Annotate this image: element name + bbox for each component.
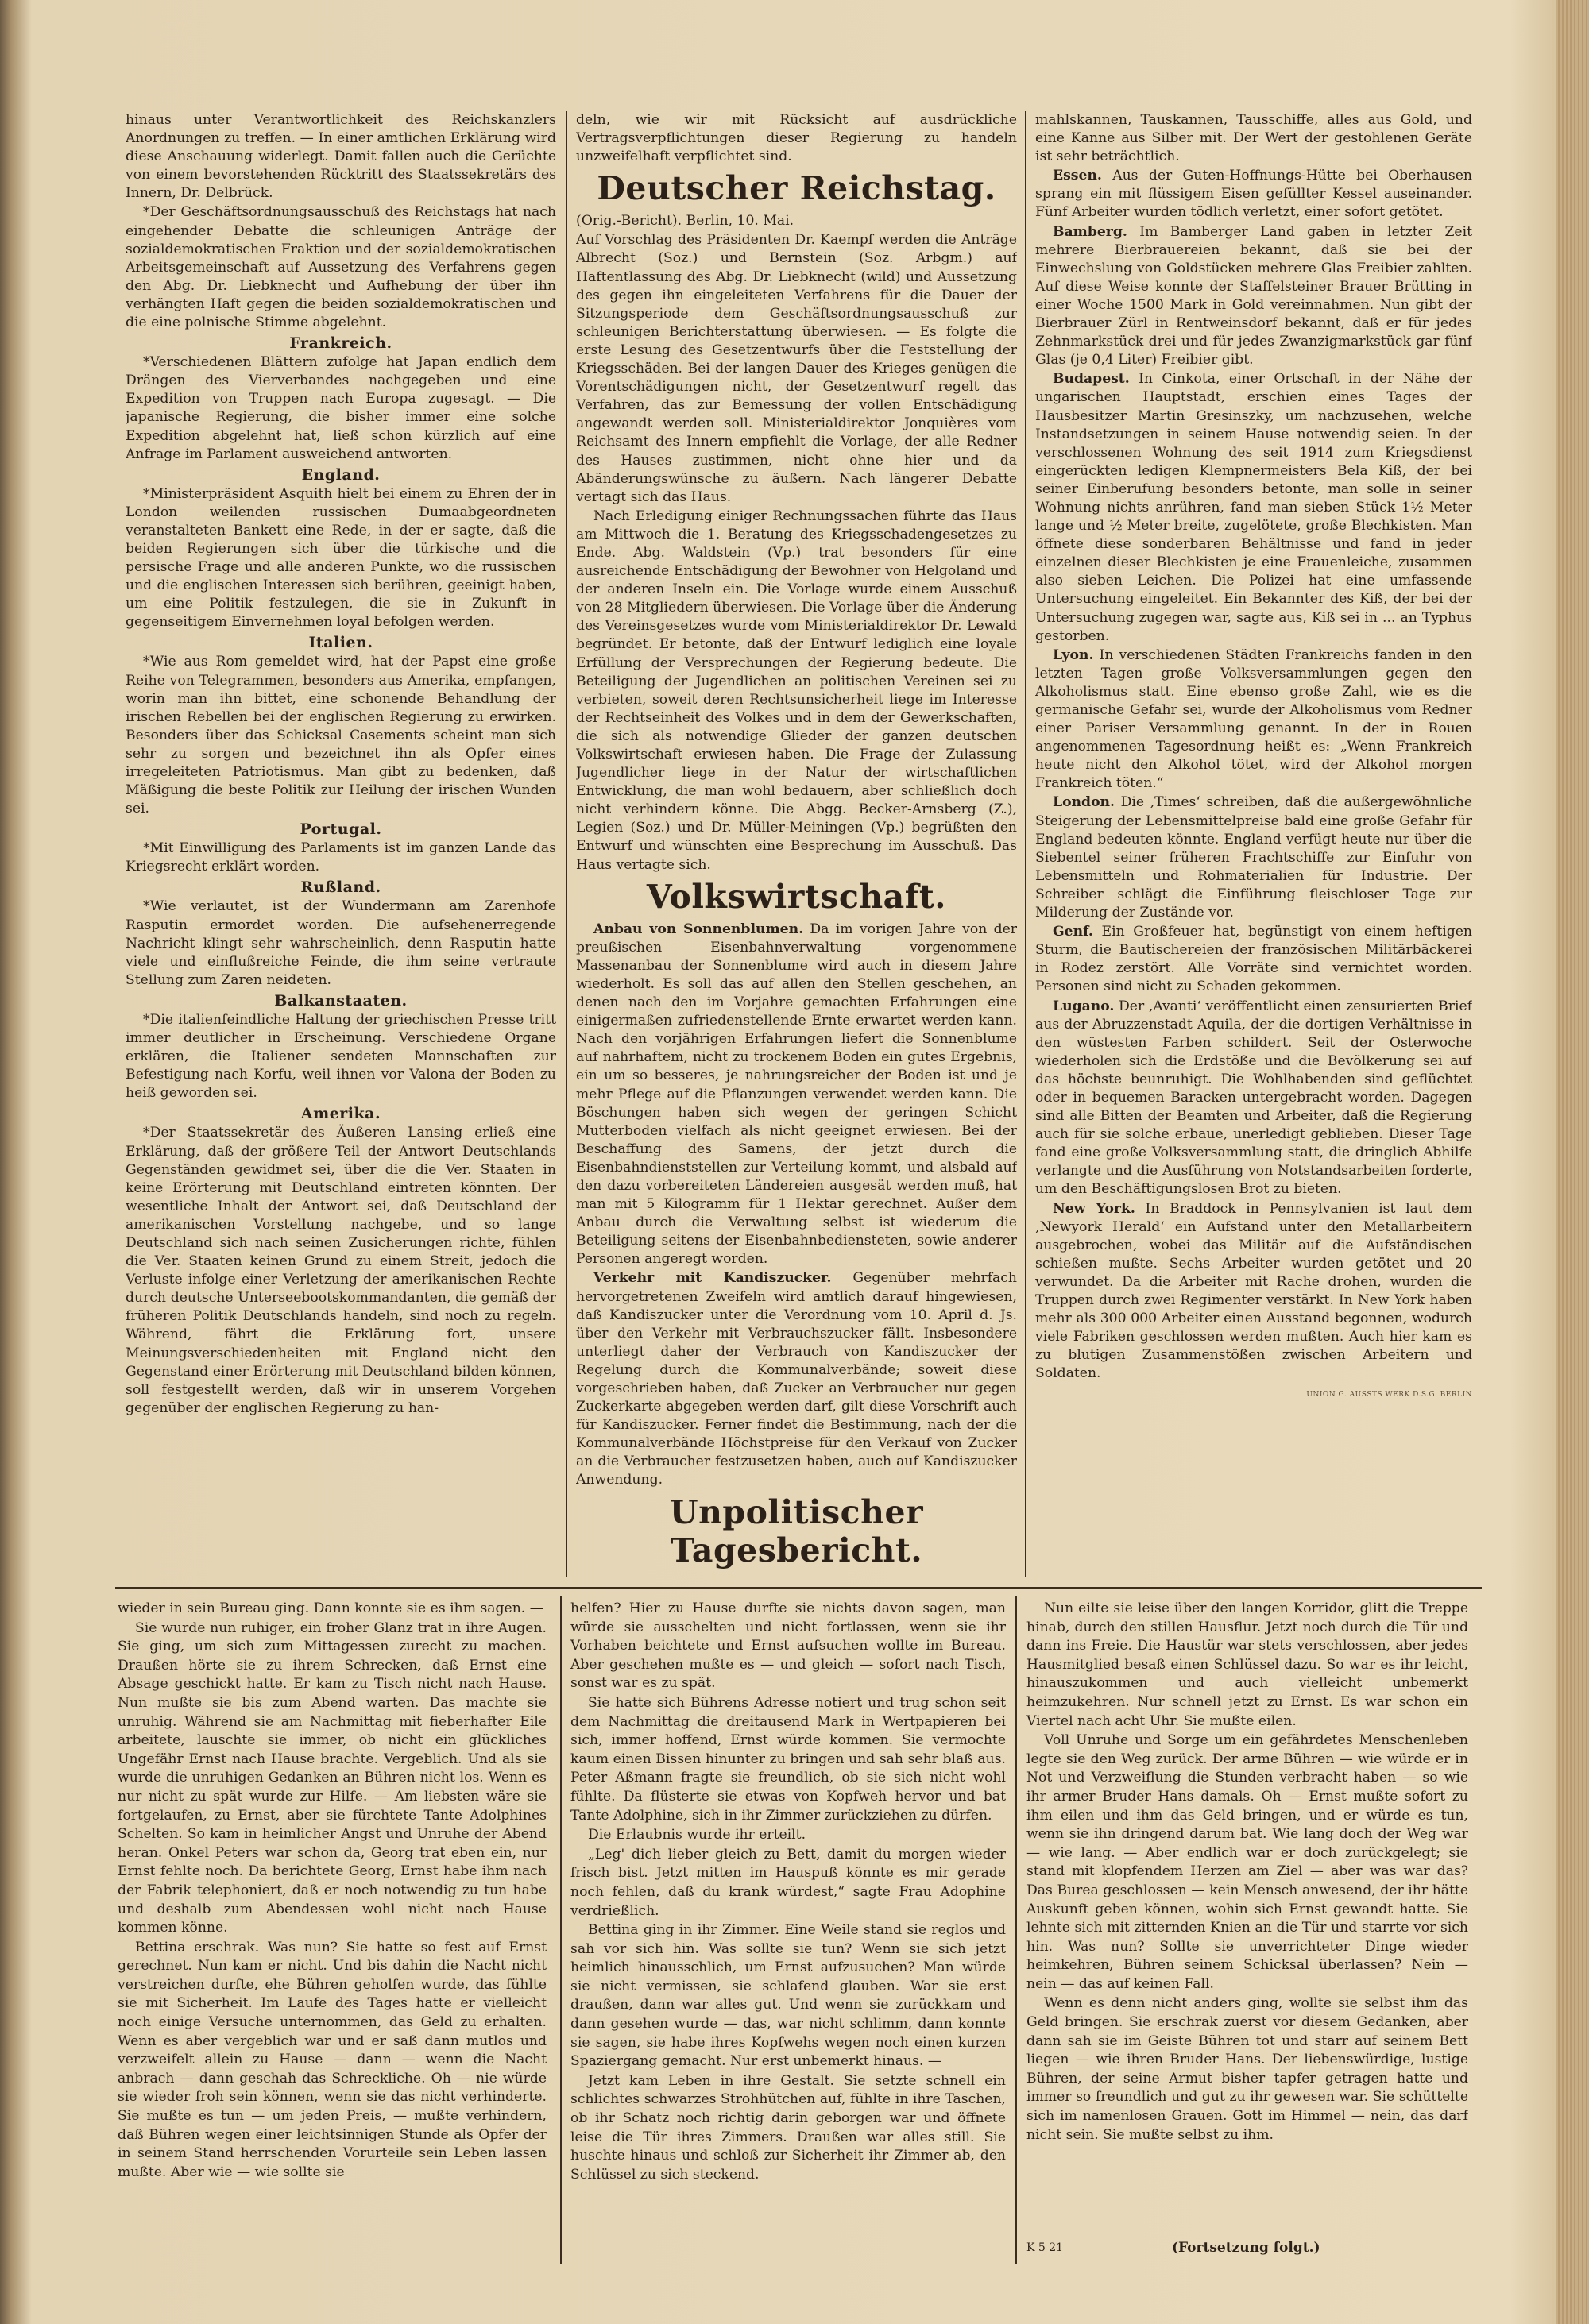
article-paragraph [126,485,556,632]
bottom-column-feuilleton-1 [118,1600,547,2259]
article-paragraph [126,111,556,203]
top-column-reichstag [576,111,1017,1574]
article-paragraph [118,1939,547,2183]
paragraph-text: helfen? Hier zu Hause durfte sie nichts davon sagen, man würde sie ausschelten und nicht fortlassen, wenn sie ihr Vorhaben beichtete und Ernst aufsuchen wollte im Bureau. Aber geschehen mußte es — und gleich — sofort nach Tisch, sonst war es zu spät. [570,1600,1006,1692]
paragraph-text: *Der Geschäftsordnungsausschuß des Reichstags hat nach eingehender Debatte die schleunigen Anträge der sozialdemokratischen Fraktion und der sozialdemokratischen Arbeitsgemeinschaft auf Aussetzung des Verfahrens gegen den Abg. Dr. Liebknecht und Aufhebung der über ihn verhängten Haft gegen die beiden sozialdemokratischen und die eine polnische Stimme abgelehnt. [126,204,556,331]
article-paragraph [126,898,556,989]
section-heading: Frankreich. [289,334,392,353]
article-paragraph [126,353,556,464]
article-paragraph [126,840,556,876]
section-heading: England. [301,465,381,484]
column-divider [566,111,567,1577]
paragraph-text: Auf Vorschlag des Präsidenten Dr. Kaempf werden die Anträge Albrecht (Soz.) und Bernstein (Soz. Arbgm.) auf Haftentlassung des Abg. Dr. Liebknecht (wild) und Aussetzung des gegen ihn eingeleiteten Verfahrens für die Dauer der Sitzungsperiode dem Geschäftsordnungsausschuß zur schleunigen Berichterstattung überwiesen. — Es folgte die erste Lesung des Gesetzentwurfs über die Feststellung der Kriegsschäden. Bei der langen Dauer des Krieges genügen die Vorentschädigungen nicht, der Gesetzentwurf regelt das Verfahren, das zur Bemessung der vollen Entschädigung angewandt werden soll. Ministerialdirektor Jonquières vom Reichsamt des Innern empfiehlt die Vorlage, der alle Redner des Hauses zustimmen, nicht ohne hier und da Abänderungswünsche zu äußern. Nach längerer Debatte vertagt sich das Haus. [576,232,1017,505]
article-paragraph [570,1921,1006,2071]
article-paragraph [576,231,1017,506]
top-column-politics [126,111,556,1574]
dateline: Lyon. [1053,647,1094,663]
paragraph-text: Der ‚Avanti‘ veröffentlicht einen zensurierten Brief aus der Abruzzenstadt Aquila, der die dortigen Verhältnisse in den wüstesten Farben schildert. Seit der Osterwoche wiederholen sich die Erdstöße und die Bevölkerung sei auf das höchste beunruhigt. Die Wohlhabenden sind geflüchtet oder in bequemen Baracken untergebracht worden. Dagegen sind alle Bitten der Beamten und Arbeiter, daß die Regierung auch für sie solche erbaue, unerledigt geblieben. Dieser Tage fand eine große Volksversammlung statt, die dringlich Abhilfe verlangte und die Ausführung von Notstandsarbeiten forderte, um den Beschäftigungslosen Brot zu bieten. [1035,998,1472,1198]
article-paragraph [1035,998,1472,1199]
top-column-tagesbericht [1035,111,1472,1574]
paragraph-text: Bettina erschrak. Was nun? Sie hatte so fest auf Ernst gerechnet. Nun kam er nicht. Und bis dahin die Nacht nicht verstreichen durfte, ehe Bühren geholfen wurde, das fühlte sie mit Sicherheit. Im Laufe des Tages hatte er vielleicht noch einige Versuche unternommen, das Geld zu erhalten. Wenn es aber vergeblich war und er saß dann mutlos und verzweifelt allein zu Hause — dann — wenn die Nacht anbrach — dann geschah das Schreckliche. Oh — nie würde sie wieder froh sein können, wenn sie das nicht verhinderte. Sie mußte es tun — um jeden Preis, — mußte verhindern, daß Bühren wegen einer leichtsinnigen Stunde als Opfer der in seinem Stand herrschenden Vorurteile sein Leben lassen mußte. Aber wie — wie sollte sie [118,1939,547,2180]
article-paragraph [570,2072,1006,2185]
article-paragraph [576,921,1017,1269]
section-title: Unpolitischer Tagesbericht. [669,1492,924,1569]
paragraph-text: *Die italienfeindliche Haltung der griechischen Presse tritt immer deutlicher in Erscheinung. Verschiedene Organe erklären, die Italiener sendeten Mannschaften zur Befestigung nach Korfu, weil ihnen vor Valona der Boden zu heiß geworden sei. [126,1011,556,1102]
dateline: Genf. [1053,924,1093,940]
paragraph-text: *Mit Einwilligung des Parlaments ist im ganzen Lande das Kriegsrecht erklärt worden. [126,840,556,875]
column-divider [1015,1596,1017,2264]
paragraph-text: *Der Staatssekretär des Äußeren Lansing erließ eine Erklärung, daß der größere Teil der Antwort Deutschlands Gegenständen gewidmet sei, über die die Ver. Staaten in keine Erörterung mit Deutschland eintreten könnten. Der wesentliche Inhalt der Antwort sei, daß Deutschland der amerikanischen Vorstellung nachgebe, und so lange Deutschland sich nach seinen Zusicherungen richte, fühlen die Ver. Staaten keinen Grund zu einem Streit, jedoch die Verluste infolge einer Verletzung der amerikanischen Rechte durch deutsche Unterseebootskommandanten, die gemäß der früheren Politik Deutschlands handeln, sind noch zu regeln. Während, fährt die Erklärung fort, unsere Meinungsverschiedenheiten mit England nicht den Gegenstand einer Erörterung mit Deutschland bilden können, soll festgestellt werden, daß wir in unserem Vorgehen gegenüber der englischen Regierung zu han- [126,1125,556,1416]
article-paragraph [126,653,556,818]
paragraph-text: Sie wurde nun ruhiger, ein froher Glanz trat in ihre Augen. Sie ging, um sich zum Mittagessen zurecht zu machen. Draußen hörte sie zu ihrem Schrecken, daß Ernst eine Absage geschickt hatte. Er kam zu Tisch nicht nach Hause. Nun mußte sie bis zum Abend warten. Das machte sie unruhig. Während sie am Nachmittag mit fieberhafter Eile arbeitete, lauschte sie immer, ob nicht ein glückliches Ungefähr Ernst nach Hause brachte. Vergeblich. Und als sie wurde die unruhigen Gedanken an Bühren nicht los. Wenn es nur nicht zu spät wurde zur Hilfe. — Am liebsten wäre sie fortgelaufen, zu Ernst, aber sie fürchtete Tante Adolphines Schelten. So kam in heimlicher Angst und Unruhe der Abend heran. Onkel Peters war schon da, Georg trat eben ein, nur Ernst fehlte noch. Da berichtete Georg, Ernst habe ihm nach der Fabrik telephoniert, daß er noch notwendig zu tun habe und deshalb zum Abendessen wohl nicht nach Hause kommen könne. [118,1619,547,1936]
article-paragraph [126,203,556,332]
paragraph-text: mahlskannen, Tauskannen, Tausschiffe, alles aus Gold, und eine Kanne aus Silber mit. Der Wert der gestohlenen Geräte ist sehr beträchtlich. [1035,112,1472,165]
article-paragraph [1035,111,1472,166]
page-signature: K 5 21 [1026,2241,1064,2254]
page-edge [1556,0,1589,2324]
paragraph-text: „Leg' dich lieber gleich zu Bett, damit du morgen wieder frisch bist. Jetzt mitten im Hauspuß könnte es mir gerade noch fehlen, daß du krank würdest,“ sagte Frau Adophine verdrießlich. [570,1846,1006,1919]
section-heading: Italien. [308,634,373,652]
dateline: Budapest. [1053,371,1130,388]
dateline: London. [1053,794,1115,811]
article-paragraph [126,1011,556,1102]
article-paragraph [570,1694,1006,1825]
bottom-column-feuilleton-2 [570,1600,1006,2259]
section-divider [115,1587,1482,1589]
paragraph-text: Da im vorigen Jahre von der preußischen Eisenbahnverwaltung vorgenommene Massenanbau der Sonnenblume wird auch in diesem Jahre wiederholt. Es soll das auf allen den Stellen geschehen, an denen nach den im Vorjahre gemachten Erfahrungen eine einigermaßen zufriedenstellende Ernte erwartet werden kann. Nach den vorjährigen Erfahrungen liefert die Sonnenblume auf nahrhaftem, nicht zu trockenem Boden ein gutes Ergebnis, ein um so besseres, je nahrungsreicher der Boden ist und je mehr Pflege auf die Pflanzungen verwendet werden kann. Die Böschungen haben sich wegen der geringen Schicht Mutterboden vielfach als nicht geeignet erwiesen. Bei der Beschaffung des Samens, der jetzt durch die Eisenbahndienststellen zur Verteilung kommt, und alsbald auf den dazu vorbereiteten Ländereien ausgesät werden muß, hat man mit 5 Kilogramm für 1 Hektar gerechnet. Außer dem Anbau durch die Verwaltung selbst ist wiederum die Beteiligung seitens der Eisenbahnbediensteten, sowie anderer Personen angeregt worden. [576,921,1017,1268]
dateline: Essen. [1053,168,1102,184]
paragraph-text: Jetzt kam Leben in ihre Gestalt. Sie setzte schnell ein schlichtes schwarzes Strohhütchen auf, fühlte in ihre Taschen, ob ihr Schatz noch richtig darin geborgen war und öffnete leise die Tür ihres Zimmers. Draußen war alles still. Sie huschte hinaus und schloß zur Sicherheit ihr Zimmer ab, den Schlüssel zu sich steckend. [570,2072,1006,2183]
paragraph-text: hinaus unter Verantwortlichkeit des Reichskanzlers Anordnungen zu treffen. — In einer amtlichen Erklärung wird diese Anschauung widerlegt. Damit fallen auch die Gerüchte von einem bevorstehenden Rücktritt des Staatssekretärs des Innern, Dr. Delbrück. [126,112,556,202]
column-divider [560,1596,562,2264]
section-heading: Amerika. [300,1105,381,1123]
section-heading: Portugal. [300,820,382,839]
article-paragraph [576,111,1017,166]
paragraph-text: (Orig.-Bericht). Berlin, 10. Mai. [576,213,794,230]
article-paragraph [570,1600,1006,1693]
paragraph-text: *Wie aus Rom gemeldet wird, hat der Papst eine große Reihe von Telegrammen, besonders aus Amerika, empfangen, worin man ihn bittet, eine schonende Behandlung der irischen Rebellen bei der englischen Regierung zu erwirken. Besonders über das Schicksal Casements scheint man sich sehr zu sorgen und bezeichnet ihn als Opfer eines irregeleiteten Patriotismus. Man gibt zu bedenken, daß Mäßigung die beste Politik zur Heilung der irischen Wunden sei. [126,654,556,817]
paragraph-text: Gegenüber mehrfach hervorgetretenen Zweifeln wird amtlich darauf hingewiesen, daß Kandiszucker unter die Verordnung vom 10. April d. Js. über den Verkehr mit Verbrauchszucker fällt. Insbesondere unterliegt daher der Verbrauch von Kandiszucker der Regelung durch die Kommunalverbände; soweit diese vorgeschrieben haben, daß Zucker an Verbraucher nur gegen Zuckerkarte abgegeben werden darf, gilt diese Vorschrift auch für Kandiszucker. Ferner findet die Bestimmung, nach der die Kommunalverbände Höchstpreise für den Verkauf von Zucker an die Verbraucher festzusetzen haben, auch auf Kandiszucker Anwendung. [576,1270,1017,1488]
paragraph-text: Wenn es denn nicht anders ging, wollte sie selbst ihm das Geld bringen. Sie erschrak zuerst vor diesem Gedanken, aber dann sah sie im Geiste Bühren tot und starr auf seinem Bett liegen — wie ihren Bruder Hans. Der liebenswürdige, lustige Bühren, der seine Armut bisher tapfer getragen hatte und immer so freundlich und gut zu ihr gewesen war. Sie schüttelte sich im namenlosen Grauen. Gott im Himmel — nein, das darf nicht sein. Sie mußte selbst zu ihm. [1026,1995,1468,2143]
paragraph-text: Voll Unruhe und Sorge um ein gefährdetes Menschenleben legte sie den Weg zurück. Der arme Bühren — wie würde er in Not und Verzweiflung die Stunden verbracht haben — so wie ihr armer Bruder Hans damals. Oh — Ernst mußte sofort zu ihm eilen und ihm das Geld bringen, und er würde es tun, wenn sie ihn dringend darum bat. Wie lang doch der Weg war — wie lang. — Aber endlich war er doch zurückgelegt; sie stand mit klopfendem Herzen am Ziel — aber was war das? Das Burea geschlossen — kein Mensch anwesend, der ihr hätte Auskunft geben können, wohin sich Ernst gewandt hatte. Sie lehnte sich mit zitternden Knien an die Tür und starrte vor sich hin. Was nun? Sollte sie unverrichteter Dinge wieder heimkehren, Bühren seinem Schicksal überlassen? Nein — nein — das auf keinen Fall. [1026,1732,1468,1992]
paragraph-text: *Verschiedenen Blättern zufolge hat Japan endlich dem Drängen des Vierverbandes nachgegeben und eine Expedition von Truppen nach Europa zugesagt. — Die japanische Regierung, die bisher immer eine solche Expedition abgelehnt hat, ließ schon kürzlich auf eine Anfrage im Parlament ausweichend antworten. [126,354,556,462]
paragraph-text: Nach Erledigung einiger Rechnungssachen führte das Haus am Mittwoch die 1. Beratung des Kriegsschadengesetzes zu Ende. Abg. Waldstein (Vp.) trat besonders für eine ausreichende Entschädigung der Bewohner von Helgoland und der anderen Inseln ein. Die Vorlage wurde einem Ausschuß von 28 Mitgliedern überwiesen. Die Vorlage über die Änderung des Vereinsgesetzes wurde vom Ministerialdirektor Dr. Lewald begründet. Er betonte, daß der Entwurf lediglich eine loyale Erfüllung der Versprechungen der Regierung bedeute. Die Beteiligung der Jugendlichen an politischen Vereinen sei zu verbieten, soweit deren Rechtsunsicherheit liege im Interesse der Rechtseinheit des Volkes und in dem der Gewerkschaften, die sich als notwendige Glieder der ganzen deutschen Volkswirtschaft erwiesen haben. Die Frage der Zulassung Jugendlicher liege in der Natur der wirtschaftlichen Entwicklung, die man wohl bedauern, aber schließlich doch nicht verhindern könne. Die Abgg. Becker-Arnsberg (Z.), Legien (Soz.) und Dr. Müller-Meiningen (Vp.) begrüßten den Entwurf und wünschten eine Besprechung im Ausschuß. Das Haus vertagte sich. [576,508,1017,873]
dateline: Bamberg. [1053,223,1127,240]
article-paragraph [576,212,1017,230]
article-paragraph [1035,1200,1472,1384]
article-paragraph [576,1269,1017,1489]
printer-imprint: UNION G. AUSSTS WERK D.S.G. BERLIN [1306,1391,1472,1399]
article-paragraph [118,1619,547,1938]
dateline: Anbau von Sonnenblumen. [593,921,804,937]
article-paragraph [1035,647,1472,793]
paragraph-text: *Wie verlautet, ist der Wundermann am Zarenhofe Rasputin ermordet worden. Die aufsehenerregende Nachricht klingt sehr wahrscheinlich, denn Rasputin hatte viele und einflußreiche Feinde, die ihm seine vertraute Stellung zum Zaren neideten. [126,898,556,988]
paragraph-text: Im Bamberger Land gaben in letzter Zeit mehrere Bierbrauereien bekannt, daß sie bei der Einwechslung von Goldstücken mehrere Glas Freibier zahlten. Auf diese Weise konnte der Staffelsteiner Brauer Brütting in einer Woche 1500 Mark in Gold vereinnahmen. Nun gibt der Bierbrauer Zürl in Rentweinsdorf bekannt, daß er für jedes Zehnmarkstück drei und für jedes Zwanzigmarkstück gar fünf Glas (je 0,4 Liter) Freibier gibt. [1035,223,1472,369]
article-paragraph [1035,793,1472,922]
paragraph-text: In verschiedenen Städten Frankreichs fanden in den letzten Tagen große Volksversammlungen gegen den Alkoholismus statt. Eine ebenso große Zahl, wie es die germanische Gefahr sei, wurde der Alkoholismus vom Redner einer Pariser Versammlung genannt. In der in Rouen angenommenen Tagesordnung heißt es: „Wenn Frankreich heute nicht den Alkohol tötet, wird der Alkohol morgen Frankreich töten.“ [1035,647,1472,792]
dateline: New York. [1053,1200,1135,1217]
article-paragraph [1026,1600,1468,1731]
paragraph-text: In Braddock in Pennsylvanien ist laut dem ‚Newyork Herald‘ ein Aufstand unter den Metallarbeitern ausgebrochen, wobei das Militär auf die Aufständischen schießen mußte. Sechs Arbeiter wurden getötet und 20 verwundet. Da die Arbeiter mit Rache drohen, wurden die Truppen durch zwei Regimenter verstärkt. In New York haben mehr als 300 000 Arbeiter einen Ausstand begonnen, wodurch viele Fabriken geschlossen werden mußten. Auch hier kam es zu blutigen Zusammenstößen zwischen Arbeitern und Soldaten. [1035,1200,1472,1382]
section-heading: Rußland. [300,878,381,897]
article-paragraph [1035,223,1472,370]
section-heading: Balkanstaaten. [274,991,408,1010]
article-paragraph [576,508,1017,874]
article-paragraph [570,1846,1006,1921]
paragraph-text: deln, wie wir mit Rücksicht auf ausdrückliche Vertragsverpflichtungen dieser Regierung zu handeln unzweifelhaft verpflichtet sind. [576,112,1017,165]
paragraph-text: Die ‚Times‘ schreiben, daß die außergewöhnliche Steigerung der Lebensmittelpreise bald eine große Gefahr für England bedeuten könnte. England verfügt heute nur über die Siebentel seiner früheren Frachtschiffe zur Einfuhr von Lebensmitteln und Rohmaterialien für Industrie. Der Schreiber schlägt die Einführung fleischloser Tage zur Milderung der Zustände vor. [1035,794,1472,921]
paragraph-text: In Cinkota, einer Ortschaft in der Nähe der ungarischen Hauptstadt, erschien eines Tages der Hausbesitzer Martin Gresinszky, um nachzusehen, welche Instandsetzungen in seinem Hause notwendig seien. In der verschlossenen Wohnung des seit 1914 zum Kriegsdienst eingerückten ledigen Klempnermeisters Bela Kiß, der bei seiner Einberufung besonders betonte, man solle in seiner Wohnung nichts anrühren, fand man sieben Stück 1½ Meter lange und ½ Meter breite, zugelötete, große Blechkisten. Man öffnete diese sonderbaren Behältnisse und fand in jeder einzelnen dieser Blechkisten je eine Frauenleiche, zusammen also sieben Leichen. Die Polizei hat eine umfassende Untersuchung eingeleitet. Ein Bekannter des Kiß, der bei der Untersuchung zugegen war, sagte aus, Kiß sei in ... an Typhus gestorben. [1035,371,1472,644]
article-paragraph [1026,1731,1468,1994]
paragraph-text: Sie hatte sich Bührens Adresse notiert und trug schon seit dem Nachmittag die dreitausend Mark in Wertpapieren bei sich, immer hoffend, Ernst würde kommen. Sie vermochte kaum einen Bissen hinunter zu bringen und sah sehr blaß aus. Peter Aßmann fragte sie freundlich, ob sie sich nicht wohl fühlte. Da flüsterte sie etwas von Kopfweh hervor und bat Tante Adolphine, sich in ihr Zimmer zurückziehen zu dürfen. [570,1694,1006,1824]
article-paragraph [118,1600,547,1619]
paragraph-text: Die Erlaubnis wurde ihr erteilt. [588,1827,806,1843]
dateline: Verkehr mit Kandiszucker. [593,1270,832,1287]
paragraph-text: Nun eilte sie leise über den langen Korridor, glitt die Treppe hinab, durch den stillen Hausflur. Jetzt noch durch die Tür und dann ins Freie. Die Haustür war stets verschlossen, aber jedes Hausmitglied besaß einen Schlüssel dazu. So war es ihr leicht, hinauszukommen und auch vielleicht unbemerkt heimzukehren. Nur schnell jetzt zu Ernst. Es war schon ein Viertel nach acht Uhr. Sie mußte eilen. [1026,1600,1468,1729]
article-paragraph [1026,1994,1468,2144]
dateline: Lugano. [1053,998,1115,1014]
bottom-column-feuilleton-3 [1026,1600,1468,2235]
paragraph-text: Bettina ging in ihr Zimmer. Eine Weile stand sie reglos und sah vor sich hin. Was sollte sie tun? Wenn sie sich jetzt heimlich hinausschlich, um Ernst aufzusuchen? Man würde sie nicht vermissen, sie schlafend glauben. War sie erst draußen, dann war alles gut. Und wenn sie zurückkam und dann gesehen wurde — das, war nicht schlimm, dann konnte sie sagen, sie habe ihres Kopfwehs wegen noch einen kurzen Spaziergang gemacht. Nur erst unbemerkt hinaus. — [570,1922,1006,2070]
continuation-note: (Fortsetzung folgt.) [1172,2240,1320,2256]
column-divider [1025,111,1026,1577]
article-paragraph [1035,370,1472,645]
paragraph-text: Ein Großfeuer hat, begünstigt von einem heftigen Sturm, die Bautischereien der französischen Militärbäckerei in Rodez zerstört. Alle Vorräte sind vernichtet worden. Personen sind nicht zu Schaden gekommen. [1035,924,1472,995]
paragraph-text: *Ministerpräsident Asquith hielt bei einem zu Ehren der in London weilenden russischen Dumaabgeordneten veranstalteten Bankett eine Rede, in der er sagte, daß die beiden Regierungen sich über die türkische und die persische Frage und alle anderen Punkte, wo die russischen und die englischen Interessen sich berühren, geeinigt haben, um eine Politik festzulegen, die sie in Zukunft in gegenseitigem Einvernehmen loyal befolgen werden. [126,485,556,631]
section-title: Deutscher Reichstag. [597,169,996,208]
article-paragraph [1035,167,1472,222]
article-paragraph [126,1124,556,1418]
article-paragraph [1035,923,1472,996]
paragraph-text: wieder in sein Bureau ging. Dann konnte sie es ihm sagen. — [118,1600,543,1616]
article-paragraph [570,1826,1006,1845]
paragraph-text: Aus der Guten-Hoffnungs-Hütte bei Oberhausen sprang ein mit flüssigem Eisen gefüllter Kessel auseinander. Fünf Arbeiter wurden tödlich verletzt, einer sofort getötet. [1035,168,1472,221]
section-title: Volkswirtschaft. [646,877,947,916]
